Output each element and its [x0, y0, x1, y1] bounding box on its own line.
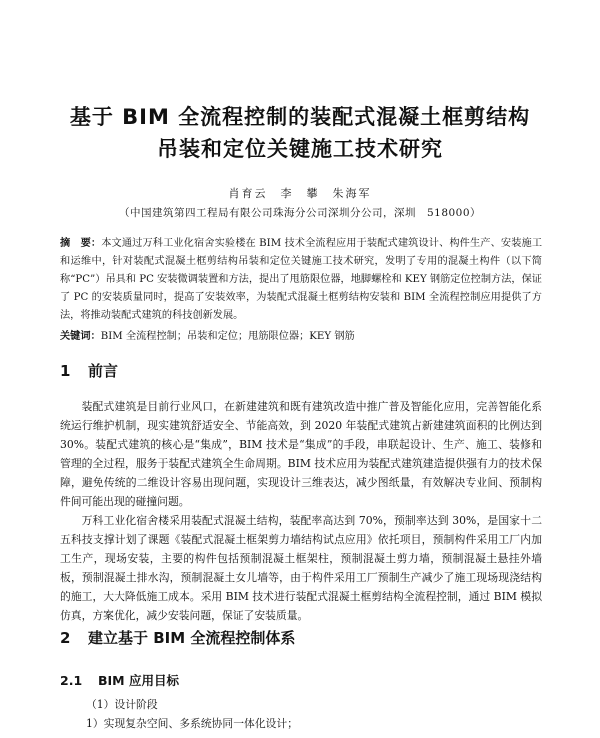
authors: 肖育云 李 攀 朱海军	[228, 187, 372, 200]
paragraph: 万科工业化宿舍楼采用装配式混凝土结构，装配率高达到 70%，预制率达到 30%，是国家十二五科技支撑计划了课题《装配式混凝土框架剪力墙结构试点应用》依托项目，预制构件采用工厂内加工生产，现场安装，主要的构件包括预制混凝土框架柱，预制混凝土剪力墙，预制混凝土悬挂外墙板，预制混凝土排水沟，预制混凝土女儿墙等，由于构件采用工厂预制生产减少了施工现场现浇结构的施工，大大降低施工成本。采用 BIM 技术进行装配式混凝土框剪结构全流程控制，通过 BIM 模拟仿真，方案优化，减少安装问题，保证了安装质量。	[60, 514, 542, 622]
section-number: 2	[60, 629, 71, 647]
paper-title-line2: 吊装和定位关键施工技术研究	[157, 137, 443, 161]
paper-title-line1: 基于 BIM 全流程控制的装配式混凝土框剪结构	[69, 105, 531, 129]
abstract	[60, 235, 542, 325]
section-number: 1	[60, 362, 71, 380]
subsection-title: BIM 应用目标	[98, 673, 179, 688]
list-item: （1）设计阶段	[86, 698, 158, 711]
list-item: 1）实现复杂空间、多系统协同一体化设计；	[86, 717, 299, 730]
keywords	[60, 327, 542, 342]
section-heading-2	[60, 627, 295, 648]
subsection-heading-2-1	[60, 671, 179, 689]
section-title: 前言	[88, 362, 119, 380]
paragraph: 装配式建筑是目前行业风口，在新建建筑和既有建筑改造中推广普及智能化应用，完善智能化系统运行维护机制，现实建筑舒适安全、节能高效，到 2020 年装配式建筑占新建建筑面积的比例达到 30%。装配式建筑的核心是“集成”，BIM 技术是“集成”的手段，串联起设计、生产、施工、装修和管理的全过程，服务于装配式建筑全生命周期。BIM 技术应用为装配式建筑建造提供强有力的技术保障，避免传统的二维设计容易出现问题，实现设计三维表达，减少图纸量，有效解决专业间、预制构件间可能出现的碰撞问题。	[60, 400, 542, 508]
section-heading-1	[60, 360, 118, 381]
keywords-text: BIM 全流程控制；吊装和定位；甩筋限位器；KEY 钢筋	[100, 331, 355, 342]
subsection-number: 2.1	[60, 673, 83, 688]
keywords-label: 关键词：	[60, 331, 101, 342]
section1-body	[60, 397, 542, 625]
abstract-label: 摘 要：	[60, 238, 102, 249]
section-title: 建立基于 BIM 全流程控制体系	[88, 629, 296, 647]
abstract-text: 本文通过万科工业化宿舍实验楼在 BIM 技术全流程应用于装配式建筑设计、构件生产、安装施工和运维中，针对装配式混凝土框剪结构吊装和定位关键施工技术研究，发明了专用的混凝土构件（以下简称“PC”）吊具和 PC 安装微调装置和方法，提出了甩筋限位器，地脚螺栓和 KEY 钢筋定位控制方法，保证了 PC 的安装质量同时，提高了安装效率，为装配式混凝土框剪结构安装和 BIM 全流程控制应用提供了方法，将推动装配式建筑的科技创新发展。	[60, 238, 543, 321]
affiliation: （中国建筑第四工程局有限公司珠海分公司深圳分公司，深圳 518000）	[118, 207, 482, 219]
